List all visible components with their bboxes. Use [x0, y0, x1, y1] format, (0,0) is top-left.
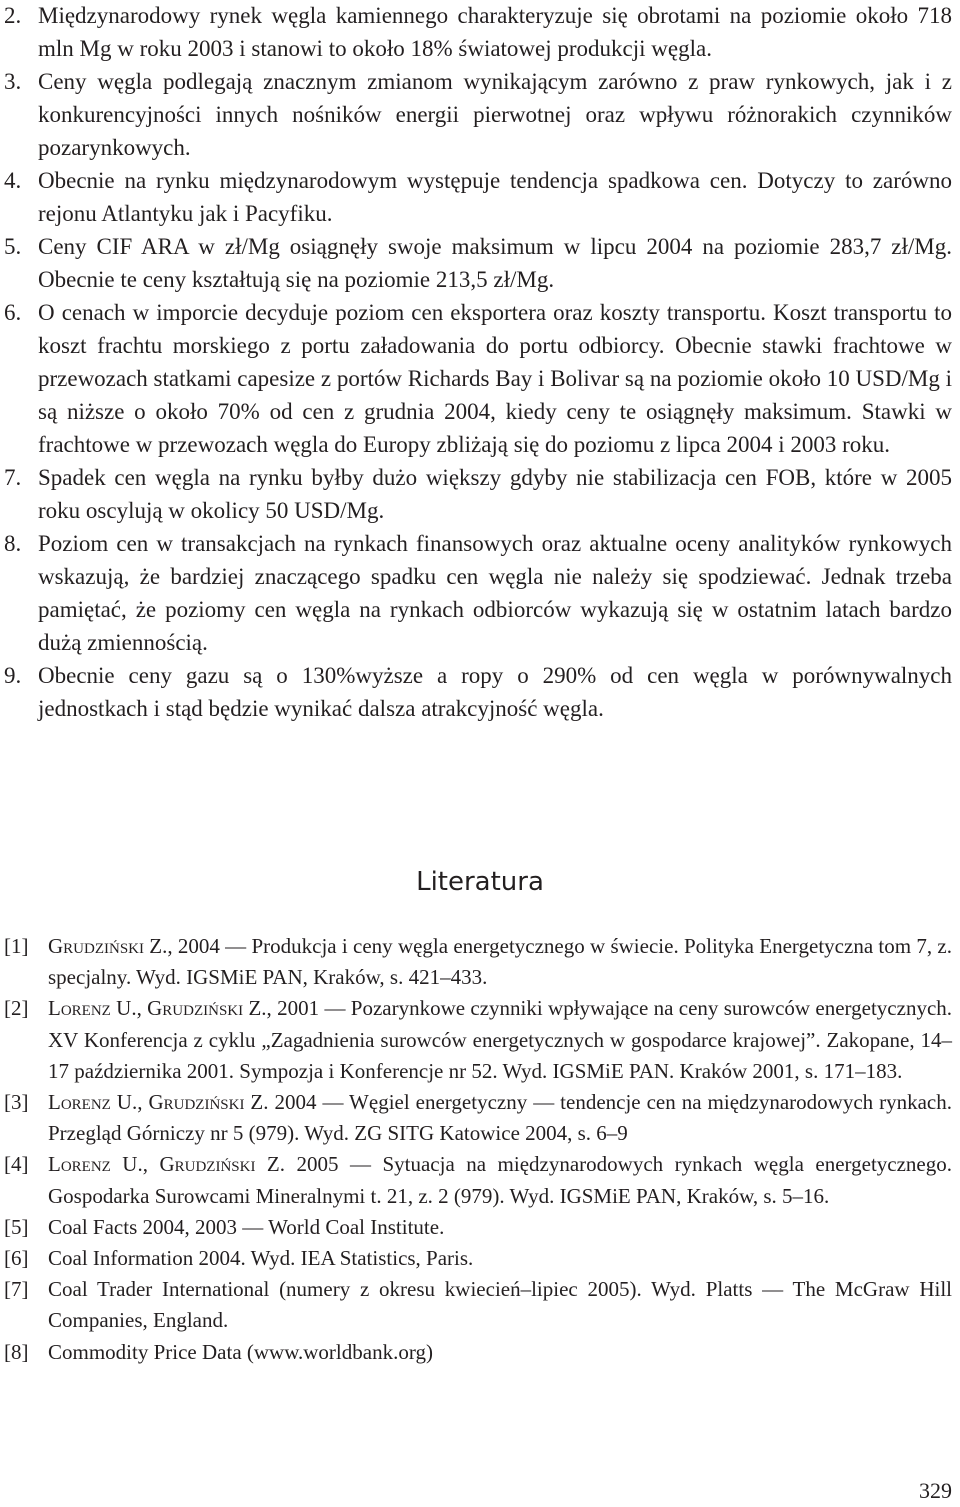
conclusion-item	[4, 659, 952, 725]
item-number: 4.	[4, 168, 22, 193]
references-list	[4, 931, 952, 1368]
reference-number: [6]	[4, 1246, 29, 1271]
reference-number: [2]	[4, 996, 29, 1021]
reference-authors: Lorenz U., Grudziński Z.	[48, 996, 267, 1021]
item-number: 3.	[4, 69, 22, 94]
reference-item	[4, 1087, 952, 1149]
item-text: Spadek cen węgla na rynku byłby dużo większy gdyby nie stabilizacja cen FOB, które w 2005 roku oscylują w okolicy 50 USD/Mg.	[38, 465, 952, 523]
reference-item	[4, 1274, 952, 1336]
reference-text: , 2004 — Produkcja i ceny węgla energetycznego w świecie. Polityka Energetyczna tom 7, z. specjalny. Wyd. IGSMiE PAN, Kraków, s. 421–433.	[48, 934, 952, 990]
item-number: 8.	[4, 531, 22, 556]
reference-number: [4]	[4, 1152, 29, 1177]
item-text: Obecnie na rynku międzynarodowym występuje tendencja spadkowa cen. Dotyczy to zarówno rejonu Atlantyku jak i Pacyfiku.	[38, 168, 952, 226]
reference-text: Coal Facts 2004, 2003 — World Coal Institute.	[48, 1214, 445, 1239]
reference-number: [7]	[4, 1277, 29, 1302]
reference-text: 2005 — Sytuacja na międzynarodowych rynkach węgla energetycznego. Gospodarka Surowcami Mineralnymi t. 21, z. 2 (979). Wyd. IGSMiE PAN, Kraków, s. 5–16.	[48, 1152, 952, 1208]
item-text: Międzynarodowy rynek węgla kamiennego charakteryzuje się obrotami na poziomie około 718 mln Mg w roku 2003 i stanowi to około 18% światowej produkcji węgla.	[38, 3, 952, 61]
reference-authors: Lorenz U., Grudziński Z.	[48, 1090, 269, 1115]
item-number: 5.	[4, 234, 22, 259]
reference-text: , 2001 — Pozarynkowe czynniki wpływające na ceny surowców energetycznych. XV Konferencja z cyklu „Zagadnienia surowców energetycznych w gospodarce krajowej”. Zakopane, 14–17 października 2001. Sympozja i Konferencje nr 52. Wyd. IGSMiE PAN. Kraków 2001, s. 171–183.	[48, 996, 953, 1083]
reference-item	[4, 993, 952, 1087]
reference-text: Commodity Price Data (www.worldbank.org)	[48, 1339, 433, 1364]
item-text: O cenach w imporcie decyduje poziom cen eksportera oraz koszty transportu. Koszt transportu to koszt frachtu morskiego z portu załadowania do portu odbiorcy. Obecnie stawki frachtowe w przewozach statkami capesize z portów Richards Bay i Bolivar są na poziomie około 10 USD/Mg i są niższe o około 70% od cen z grudnia 2004, kiedy ceny te osiągnęły maksimum. Stawki w frachtowe w przewozach węgla do Europy zbliżają się do poziomu z lipca 2004 i 2003 roku.	[38, 300, 953, 457]
reference-item	[4, 1212, 952, 1243]
item-text: Obecnie ceny gazu są o 130%wyższe a ropy o 290% od cen węgla w porównywalnych jednostkach i stąd będzie wynikać dalsza atrakcyjność węgla.	[38, 663, 952, 721]
conclusion-item	[4, 65, 952, 164]
literature-heading: Literatura	[416, 867, 544, 897]
conclusions-list	[4, 0, 952, 725]
item-text: Poziom cen w transakcjach na rynkach finansowych oraz aktualne oceny analityków rynkowych wskazują, że bardziej znaczącego spadku cen węgla nie należy się spodziewać. Jednak trzeba pamiętać, że poziomy cen węgla na rynkach odbiorców wykazują się w ostatnim latach bardzo dużą zmiennością.	[38, 531, 952, 655]
reference-text: Coal Information 2004. Wyd. IEA Statistics, Paris.	[48, 1246, 474, 1271]
item-text: Ceny węgla podlegają znacznym zmianom wynikającym zarówno z praw rynkowych, jak i z konkurencyjności innych nośników energii pierwotnej oraz wpływu różnorakich czynników pozarynkowych.	[38, 69, 952, 160]
item-number: 9.	[4, 663, 22, 688]
conclusion-item	[4, 164, 952, 230]
reference-text: Coal Trader International (numery z okresu kwiecień–lipiec 2005). Wyd. Platts — The McGraw Hill Companies, England.	[48, 1277, 952, 1333]
reference-item	[4, 1149, 952, 1211]
conclusion-item	[4, 0, 952, 65]
conclusion-item	[4, 527, 952, 659]
reference-authors: Grudziński Z.	[48, 934, 168, 958]
conclusion-item	[4, 230, 952, 296]
reference-authors: Lorenz U., Grudziński Z.	[48, 1152, 286, 1177]
conclusion-item	[4, 296, 952, 461]
item-text: Ceny CIF ARA w zł/Mg osiągnęły swoje maksimum w lipcu 2004 na poziomie 283,7 zł/Mg. Obecnie te ceny kształtują się na poziomie 213,5 zł/Mg.	[38, 234, 952, 292]
reference-number: [3]	[4, 1090, 29, 1115]
reference-number: [8]	[4, 1339, 29, 1364]
conclusion-item	[4, 461, 952, 527]
item-number: 7.	[4, 465, 22, 490]
reference-item	[4, 931, 952, 993]
reference-number: [5]	[4, 1214, 29, 1239]
page-number: 329	[919, 1478, 952, 1503]
reference-item	[4, 1243, 952, 1274]
reference-number: [1]	[4, 934, 29, 958]
reference-text: 2004 — Węgiel energetyczny — tendencje cen na międzynarodowych rynkach. Przegląd Górniczy nr 5 (979). Wyd. ZG SITG Katowice 2004, s. 6–9	[48, 1090, 952, 1146]
reference-item	[4, 1337, 952, 1368]
item-number: 6.	[4, 300, 22, 325]
item-number: 2.	[4, 3, 22, 28]
